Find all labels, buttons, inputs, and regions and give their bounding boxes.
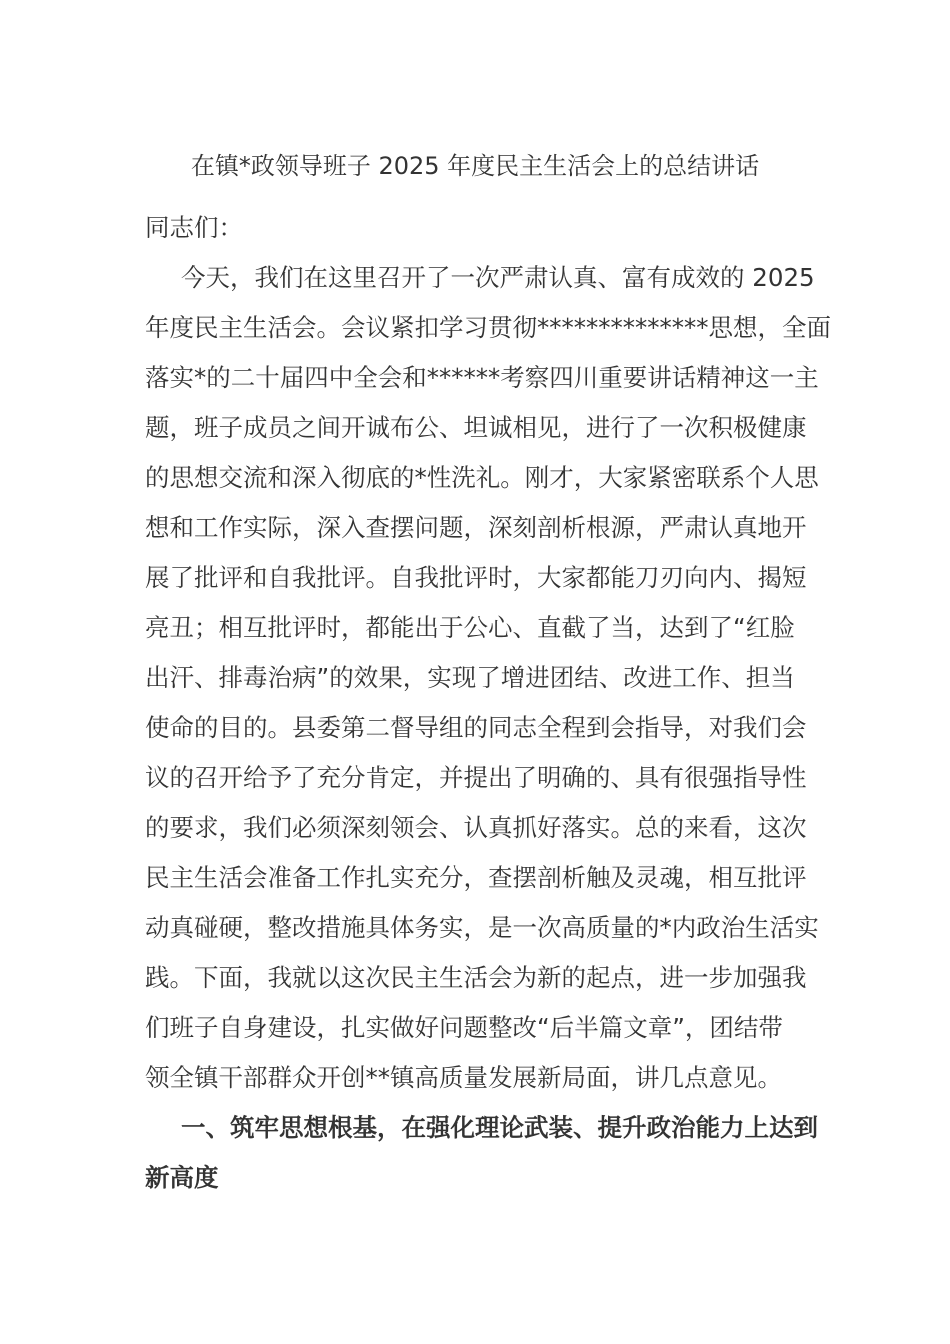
paragraph-line: 出汗、排毒治病”的效果，实现了增进团结、改进工作、担当 — [145, 663, 795, 692]
paragraph-line: 亮丑；相互批评时，都能出于公心、直截了当，达到了“红脸 — [145, 613, 795, 642]
paragraph-line: 民主生活会准备工作扎实充分，查摆剖析触及灵魂，相互批评 — [145, 863, 807, 892]
document-body — [145, 203, 831, 1203]
paragraph-line: 议的召开给予了充分肯定，并提出了明确的、具有很强指导性 — [145, 763, 807, 792]
document-title: 在镇*政领导班子 2025 年度民主生活会上的总结讲话 — [190, 152, 760, 180]
paragraph-line: 落实*的二十届四中全会和******考察四川重要讲话精神这一主 — [145, 363, 819, 392]
paragraph-line: 使命的目的。县委第二督导组的同志全程到会指导，对我们会 — [145, 713, 807, 742]
paragraph-line: 想和工作实际，深入查摆问题，深刻剖析根源，严肃认真地开 — [145, 513, 807, 542]
section-heading-1 — [145, 1103, 818, 1203]
paragraph-line: 展了批评和自我批评。自我批评时，大家都能刀刃向内、揭短 — [145, 563, 807, 592]
paragraph-line: 的要求，我们必须深刻领会、认真抓好落实。总的来看，这次 — [145, 813, 807, 842]
heading-line: 新高度 — [145, 1163, 219, 1192]
paragraph-line: 动真碰硬，整改措施具体务实，是一次高质量的*内政治生活实 — [145, 913, 819, 942]
salutation: 同志们： — [145, 213, 243, 242]
paragraph-line: 题，班子成员之间开诚布公、坦诚相见，进行了一次积极健康 — [145, 413, 807, 442]
paragraph-line: 领全镇干部群众开创**镇高质量发展新局面，讲几点意见。 — [145, 1063, 782, 1092]
paragraph-line: 的思想交流和深入彻底的*性洗礼。刚才，大家紧密联系个人思 — [145, 463, 819, 492]
paragraph-line: 今天，我们在这里召开了一次严肃认真、富有成效的 2025 — [181, 263, 815, 292]
paragraph-line: 年度民主生活会。会议紧扣学习贯彻**************思想，全面 — [145, 313, 831, 342]
heading-line: 一、筑牢思想根基，在强化理论武装、提升政治能力上达到 — [181, 1113, 818, 1142]
paragraph-intro — [145, 253, 831, 1103]
paragraph-line: 们班子自身建设，扎实做好问题整改“后半篇文章”，团结带 — [145, 1013, 783, 1042]
paragraph-line: 践。下面，我就以这次民主生活会为新的起点，进一步加强我 — [145, 963, 807, 992]
